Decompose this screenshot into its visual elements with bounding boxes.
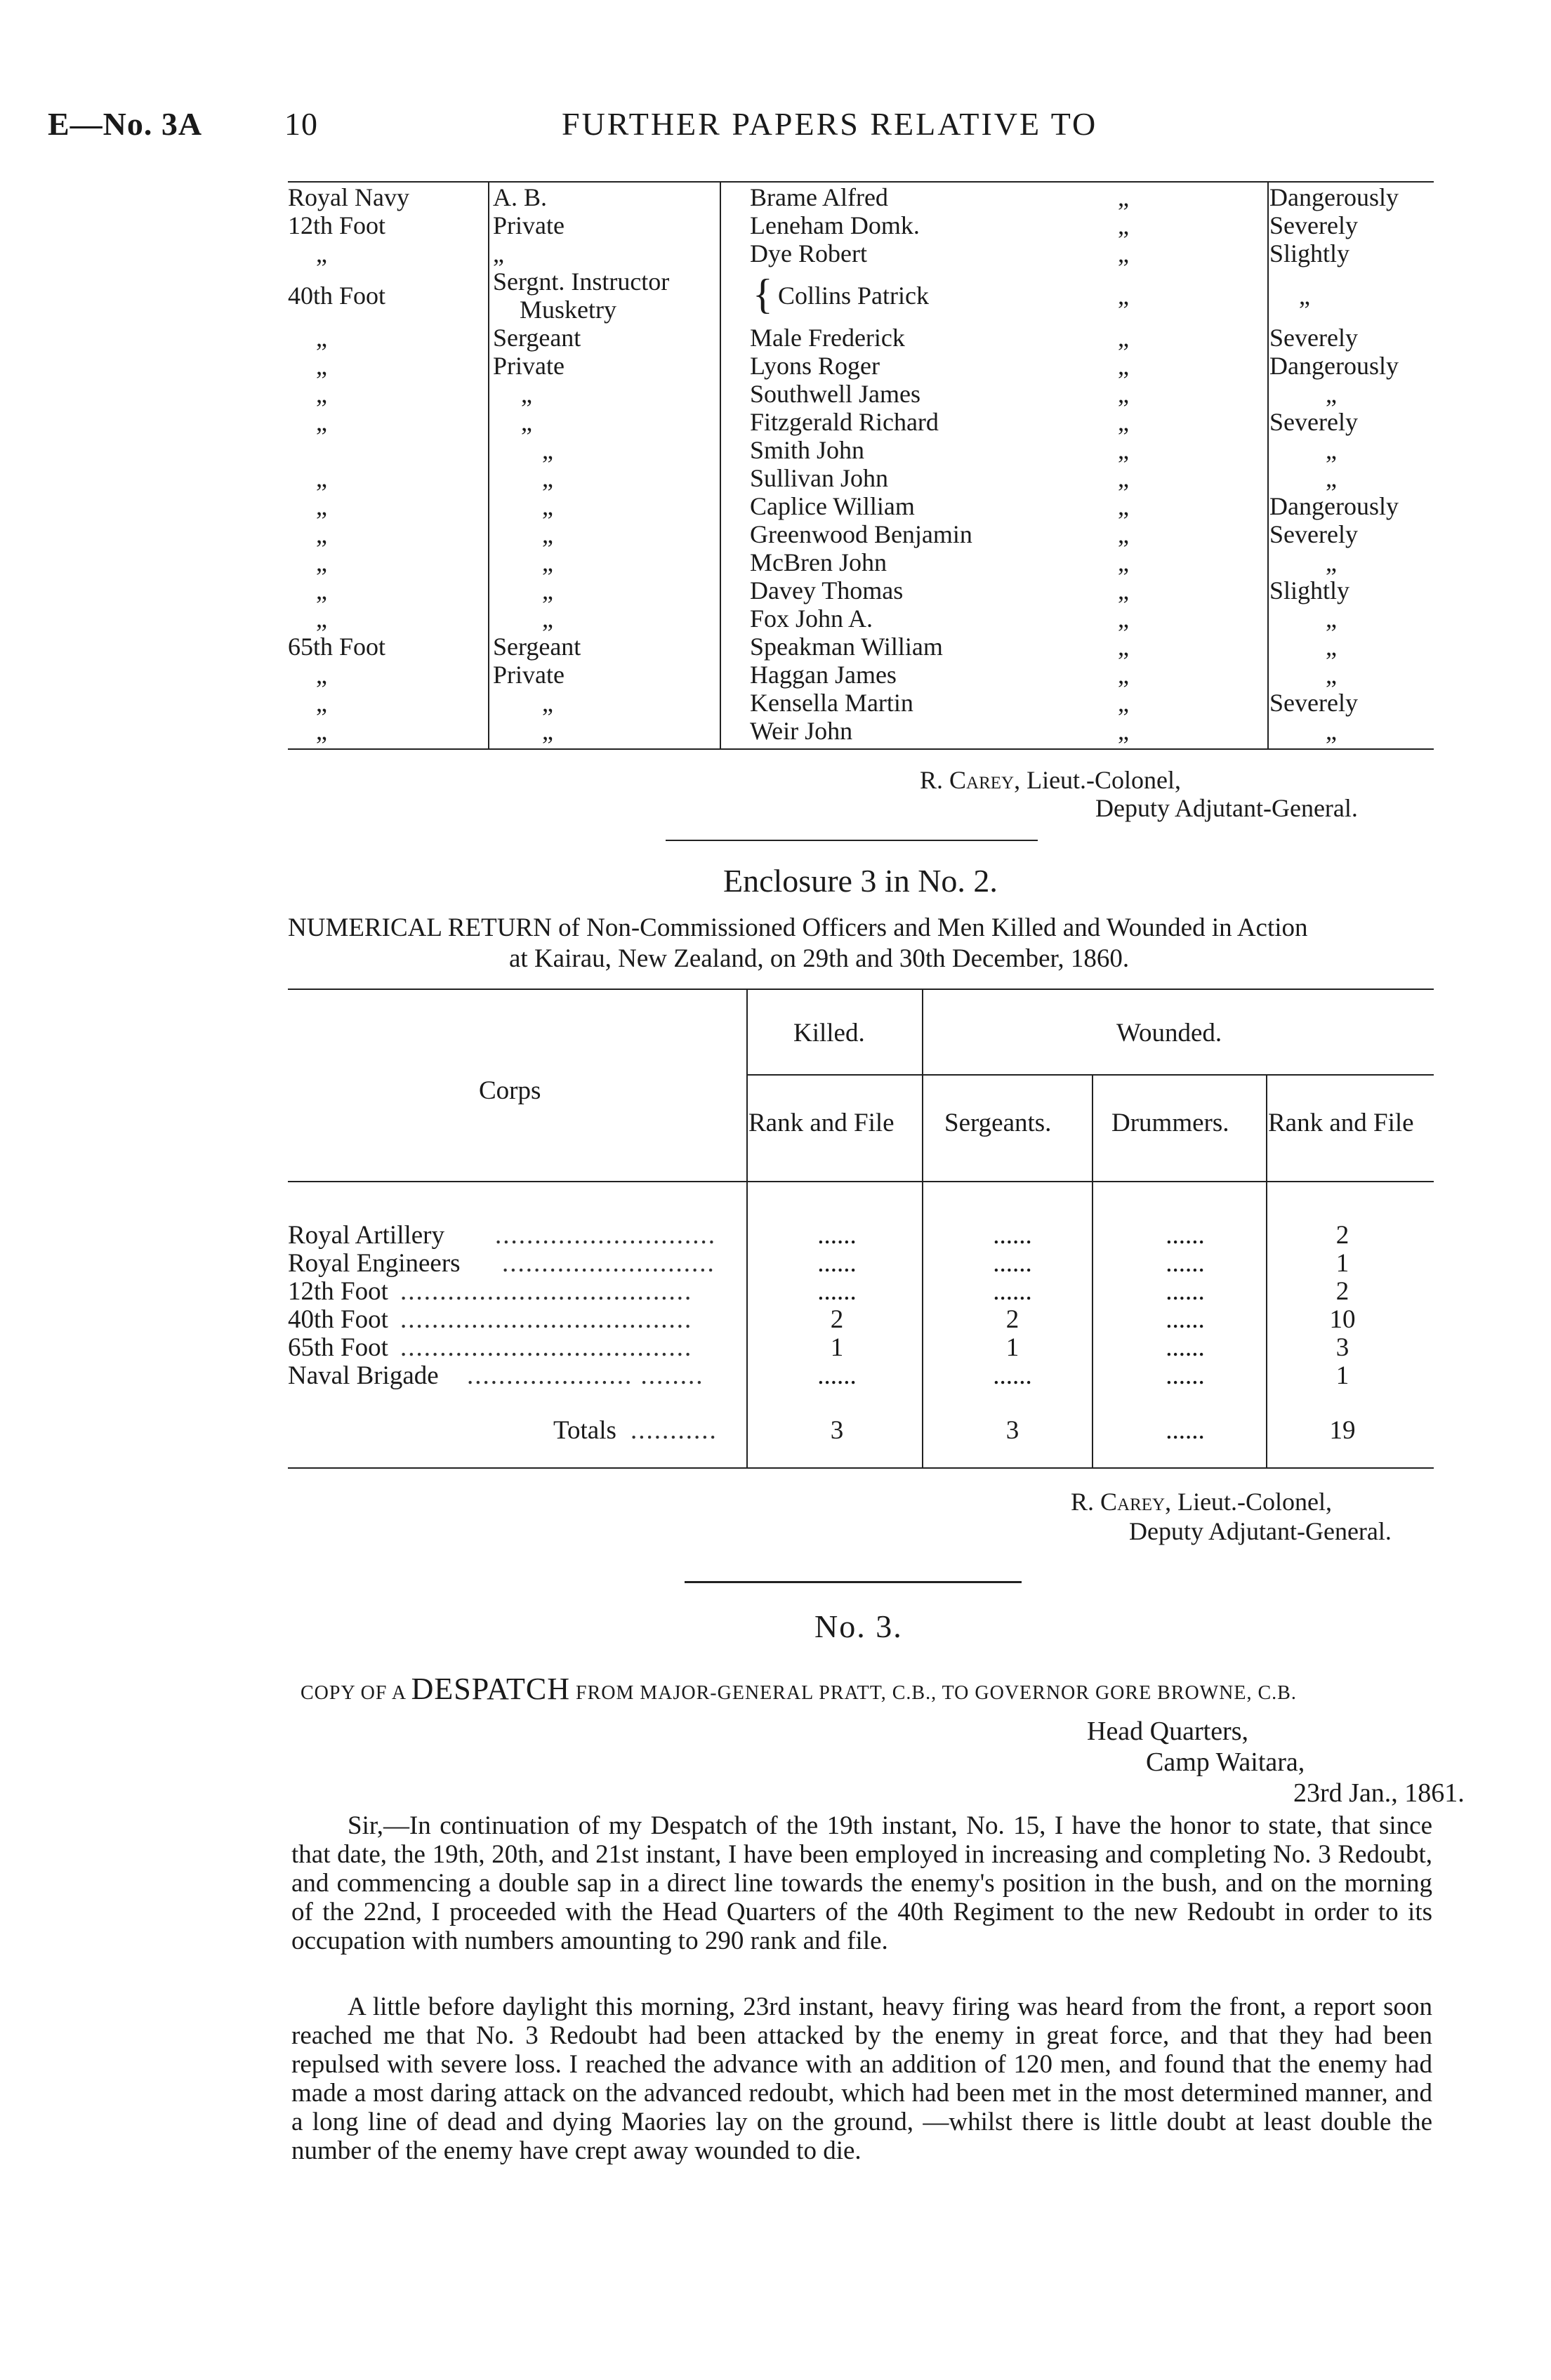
cell-killed-rank-and-file: ...... [817, 1221, 857, 1250]
signature-rank: Lieut.-Colonel, [1177, 1488, 1333, 1516]
cell-corps: „ [316, 548, 327, 576]
cell-sergeants: 1 [1005, 1333, 1019, 1362]
paragraph: Sir,—In continuation of my Despatch of the 19th instant, No. 15, I have the honor to state, that since that date, the 19th, 20th, and 21st instant, I have been employed in increasing and completing No. 3 Redoubt, and commencing a double sap in a direct line towards the enemy's position in the bush, and on the morning of the 22nd, I proceeded with the Head Quarters of the 40th Regiment to the new Redoubt in order to its occupation with numbers amounting to 290 rank and file. [291, 1811, 1432, 1955]
signature-title: Deputy Adjutant-General. [1095, 794, 1358, 822]
cell-corps: 12th Foot [288, 211, 386, 239]
cell-name: Collins Patrick [778, 282, 929, 310]
cell-corps: „ [316, 520, 327, 548]
cell-corps: „ [316, 604, 327, 633]
address-line-3: 23rd Jan., 1861. [1293, 1778, 1465, 1808]
cell-corps: „ [316, 352, 327, 380]
cell-rank: „ [542, 492, 553, 520]
cell-corps: „ [316, 380, 327, 408]
header-killed: Killed. [793, 1019, 865, 1047]
header-drummers: Drummers. [1111, 1109, 1229, 1137]
cell-ditto: „ [1118, 717, 1129, 745]
cell-name: Brame Alfred [750, 183, 888, 211]
signature-line [920, 765, 1181, 795]
cell-wounded-rank-and-file: 2 [1335, 1277, 1349, 1306]
cell-rank: A. B. [493, 183, 548, 211]
cell-nature: „ [1326, 717, 1337, 745]
cell-rank: „ [542, 464, 553, 492]
totals-row [288, 1417, 1432, 1445]
cell-ditto: „ [1118, 604, 1129, 633]
cell-name: Leneham Domk. [750, 211, 920, 239]
cell-corps: „ [316, 576, 327, 604]
table-row [288, 576, 1432, 604]
cell-wounded-rank-and-file: 1 [1335, 1361, 1349, 1390]
cell-killed-rank-and-file: ...... [817, 1361, 857, 1390]
cell-corps: 65th Foot [288, 633, 386, 661]
table-row [288, 548, 1432, 576]
cell-name: Greenwood Benjamin [750, 520, 972, 548]
cell-rank: „ [542, 717, 553, 745]
cell-rank: Sergeant [493, 324, 581, 352]
section-divider [666, 840, 1038, 841]
brace-icon: { [753, 271, 773, 317]
cell-name: Caplice William [750, 492, 915, 520]
cell-name: Fox John A. [750, 604, 873, 633]
table-row [288, 408, 1432, 436]
numeric-subhead-rule [746, 1074, 1434, 1076]
cell-nature: Severely [1269, 520, 1358, 548]
cell-nature: Severely [1269, 211, 1358, 239]
cell-wounded-rank-and-file: 1 [1335, 1249, 1349, 1278]
cell-rank-continued: Musketry [520, 296, 616, 324]
cell-ditto: „ [1118, 689, 1129, 717]
cell-nature: Dangerously [1269, 352, 1399, 380]
cell-corps: „ [316, 239, 327, 267]
table-row [288, 211, 1432, 239]
cell-ditto: „ [1118, 436, 1129, 464]
cell-ditto: „ [1118, 324, 1129, 352]
table-row [288, 520, 1432, 548]
despatch-title-prefix: COPY OF A [301, 1682, 406, 1704]
table-row [288, 183, 1432, 211]
signature-title: Deputy Adjutant-General. [1129, 1517, 1392, 1545]
cell-name: McBren John [750, 548, 887, 576]
cell-name: Southwell James [750, 380, 920, 408]
cell-rank: „ [542, 576, 553, 604]
address-line-1: Head Quarters, [1087, 1717, 1249, 1746]
cell-corps: Naval Brigade [288, 1361, 439, 1390]
table-row [288, 689, 1432, 717]
table-row [288, 1250, 1432, 1278]
despatch-title-suffix: FROM MAJOR-GENERAL PRATT, C.B., TO GOVERNOR GORE BROWNE, C.B. [576, 1682, 1297, 1704]
cell-ditto: „ [1118, 633, 1129, 661]
cell-killed-rank-and-file: ...... [817, 1277, 857, 1306]
cell-total-sergeants: 3 [1005, 1416, 1019, 1445]
page-number: 10 [284, 106, 318, 142]
cell-sergeants: ...... [993, 1277, 1032, 1306]
cell-ditto: „ [1118, 183, 1129, 211]
cell-nature: „ [1326, 380, 1337, 408]
cell-nature: Dangerously [1269, 183, 1399, 211]
table-row [288, 661, 1432, 689]
cell-name: Male Frederick [750, 324, 905, 352]
cell-nature: Severely [1269, 324, 1358, 352]
cell-rank: Sergeant [493, 633, 581, 661]
cell-corps: Royal Engineers [288, 1249, 461, 1278]
leader-dots: ........................... [502, 1249, 715, 1278]
cell-corps: „ [316, 324, 327, 352]
header-killed-rank-and-file: Rank and File [748, 1109, 895, 1137]
table-row [288, 352, 1432, 380]
cell-total-killed-rank-and-file: 3 [830, 1416, 844, 1445]
signature-rank: Lieut.-Colonel, [1027, 766, 1182, 794]
cell-total-wounded-rank-and-file: 19 [1329, 1416, 1356, 1445]
cell-rank: Sergnt. Instructor [493, 267, 670, 296]
header-wounded-rank-and-file: Rank and File [1268, 1109, 1414, 1137]
table-row [288, 633, 1432, 661]
signature-name: R. Carey, [1071, 1488, 1172, 1516]
table-row [288, 239, 1432, 267]
cell-name: Haggan James [750, 661, 897, 689]
cell-nature: Severely [1269, 408, 1358, 436]
cell-drummers: ...... [1166, 1249, 1205, 1278]
table-row [288, 324, 1432, 352]
cell-corps: „ [316, 408, 327, 436]
cell-ditto: „ [1118, 492, 1129, 520]
cell-ditto: „ [1118, 239, 1129, 267]
cell-nature: „ [1326, 661, 1337, 689]
header-wounded: Wounded. [1116, 1019, 1222, 1047]
cell-name: Davey Thomas [750, 576, 904, 604]
cell-ditto: „ [1118, 380, 1129, 408]
cell-rank: Private [493, 211, 565, 239]
section-divider [685, 1581, 1022, 1583]
cell-nature: Severely [1269, 689, 1358, 717]
signature-line [1071, 1487, 1332, 1516]
table-row [288, 492, 1432, 520]
table-row [288, 1278, 1432, 1306]
cell-corps: „ [316, 492, 327, 520]
cell-ditto: „ [1118, 352, 1129, 380]
cell-ditto: „ [1118, 661, 1129, 689]
header-sergeants: Sergeants. [944, 1109, 1052, 1137]
cell-name: Dye Robert [750, 239, 867, 267]
cell-rank: „ [521, 380, 532, 408]
cell-ditto: „ [1118, 520, 1129, 548]
despatch-title-main: DESPATCH [411, 1672, 571, 1706]
leader-dots: ........... [631, 1416, 718, 1445]
cell-sergeants: ...... [993, 1249, 1032, 1278]
enclosure-title: Enclosure 3 in No. 2. [723, 863, 998, 899]
totals-label: Totals [553, 1416, 616, 1445]
cell-rank: „ [542, 548, 553, 576]
running-title: FURTHER PAPERS RELATIVE TO [562, 106, 1098, 142]
cell-rank: Private [493, 352, 565, 380]
table-row [288, 1362, 1432, 1390]
cell-nature: Dangerously [1269, 492, 1399, 520]
cell-corps: 40th Foot [288, 282, 386, 310]
cell-corps: „ [316, 689, 327, 717]
table-row [288, 436, 1432, 464]
leader-dots: ..................................... [400, 1277, 693, 1306]
cell-total-drummers: ...... [1166, 1416, 1205, 1445]
despatch-title [301, 1671, 1297, 1707]
cell-corps: „ [316, 464, 327, 492]
cell-drummers: ...... [1166, 1277, 1205, 1306]
table-row [288, 604, 1432, 633]
cell-name: Lyons Roger [750, 352, 880, 380]
cell-name: Fitzgerald Richard [750, 408, 939, 436]
cell-corps: 40th Foot [288, 1305, 388, 1334]
cell-killed-rank-and-file: 1 [830, 1333, 844, 1362]
numeric-table-bottom-rule [288, 1467, 1434, 1469]
cell-rank: „ [542, 689, 553, 717]
paragraph: A little before daylight this morning, 23rd instant, heavy firing was heard from the front, a report soon reached me that No. 3 Redoubt had been attacked by the enemy in great force, and that they had been repulsed with severe loss. I reached the advance with an addition of 120 men, and found that the enemy had made a most daring attack on the advanced redoubt, which had been met in the most determined manner, and a long line of dead and dying Maories lay on the ground, —whilst there is little doubt at least double the number of the enemy have crept away wounded to die. [291, 1992, 1432, 2165]
cell-nature: „ [1326, 548, 1337, 576]
cell-corps: „ [316, 661, 327, 689]
cell-nature: „ [1326, 633, 1337, 661]
cell-name: Smith John [750, 436, 865, 464]
table-row [288, 464, 1432, 492]
leader-dots: ..................... ........ [467, 1361, 704, 1390]
cell-drummers: ...... [1166, 1333, 1205, 1362]
table-row [288, 267, 1432, 324]
despatch-number: No. 3. [814, 1608, 903, 1644]
cell-ditto: „ [1118, 576, 1129, 604]
cell-ditto: „ [1118, 408, 1129, 436]
cell-corps: Royal Artillery [288, 1221, 444, 1250]
table-row [288, 1334, 1432, 1362]
cell-drummers: ...... [1166, 1361, 1205, 1390]
cell-nature: Slightly [1269, 239, 1350, 267]
cell-wounded-rank-and-file: 2 [1335, 1221, 1349, 1250]
cell-ditto: „ [1118, 282, 1129, 310]
cell-name: Sullivan John [750, 464, 889, 492]
cell-rank: „ [542, 604, 553, 633]
cell-nature: „ [1326, 464, 1337, 492]
cell-drummers: ...... [1166, 1221, 1205, 1250]
cell-rank: „ [493, 239, 504, 267]
numeric-header-bottom-rule [288, 1181, 1434, 1182]
cell-sergeants: ...... [993, 1361, 1032, 1390]
table-row [288, 1306, 1432, 1334]
cell-corps: 12th Foot [288, 1277, 388, 1306]
enclosure-description: NUMERICAL RETURN of Non-Commissioned Officers and Men Killed and Wounded in Action [288, 913, 1308, 942]
cell-sergeants: 2 [1005, 1305, 1019, 1334]
table-row [288, 380, 1432, 408]
cell-nature: „ [1326, 436, 1337, 464]
casualty-top-rule [288, 181, 1434, 183]
leader-dots: ..................................... [400, 1333, 693, 1362]
address-line-2: Camp Waitara, [1146, 1747, 1305, 1777]
cell-ditto: „ [1118, 548, 1129, 576]
cell-corps: 65th Foot [288, 1333, 388, 1362]
cell-name: Weir John [750, 717, 853, 745]
table-row [288, 717, 1432, 745]
cell-killed-rank-and-file: 2 [830, 1305, 844, 1334]
cell-rank: „ [521, 408, 532, 436]
cell-ditto: „ [1118, 464, 1129, 492]
table-row [288, 1222, 1432, 1250]
cell-rank: „ [542, 520, 553, 548]
cell-nature: „ [1299, 282, 1310, 310]
cell-wounded-rank-and-file: 3 [1335, 1333, 1349, 1362]
cell-rank: Private [493, 661, 565, 689]
cell-drummers: ...... [1166, 1305, 1205, 1334]
leader-dots: ............................ [495, 1221, 716, 1250]
numeric-table-top-rule [288, 989, 1434, 990]
cell-corps: Royal Navy [288, 183, 409, 211]
leader-dots: ..................................... [400, 1305, 693, 1334]
enclosure-description-line2: at Kairau, New Zealand, on 29th and 30th December, 1860. [509, 944, 1130, 973]
cell-nature: „ [1326, 604, 1337, 633]
signature-name: R. Carey, [920, 766, 1021, 794]
header-document-number: E—No. 3A [48, 106, 203, 142]
cell-corps: „ [316, 717, 327, 745]
casualty-bottom-rule [288, 748, 1434, 750]
cell-nature: Slightly [1269, 576, 1350, 604]
cell-rank: „ [542, 436, 553, 464]
cell-sergeants: ...... [993, 1221, 1032, 1250]
header-corps: Corps [479, 1076, 541, 1105]
cell-ditto: „ [1118, 211, 1129, 239]
cell-name: Speakman William [750, 633, 943, 661]
cell-killed-rank-and-file: ...... [817, 1249, 857, 1278]
cell-wounded-rank-and-file: 10 [1329, 1305, 1356, 1334]
cell-name: Kensella Martin [750, 689, 913, 717]
